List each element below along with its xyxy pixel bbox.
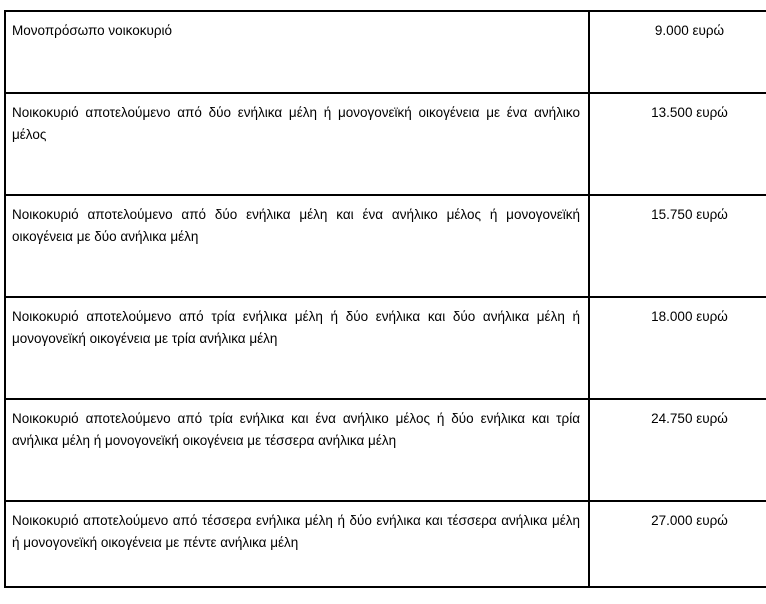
table-row	[5, 11, 766, 93]
household-description: Νοικοκυριό αποτελούμενο από τρία ενήλικα και ένα ανήλικο μέλος ή δύο ενήλικα και τρία ανήλικα μέλη ή μονογονεϊκή οικογένεια με τέσσερα ανήλικα μέλη	[5, 399, 589, 501]
income-threshold-table	[4, 10, 766, 588]
table-row	[5, 297, 766, 399]
income-amount: 9.000 ευρώ	[589, 11, 766, 93]
table-row	[5, 93, 766, 195]
household-description: Νοικοκυριό αποτελούμενο από τρία ενήλικα μέλη ή δύο ενήλικα και δύο ανήλικα μέλη ή μονογονεϊκή οικογένεια με τρία ανήλικα μέλη	[5, 297, 589, 399]
household-description: Νοικοκυριό αποτελούμενο από δύο ενήλικα μέλη και ένα ανήλικο μέλος ή μονογονεϊκή οικογένεια με δύο ανήλικα μέλη	[5, 195, 589, 297]
income-amount: 18.000 ευρώ	[589, 297, 766, 399]
household-description: Νοικοκυριό αποτελούμενο από τέσσερα ενήλικα μέλη ή δύο ενήλικα και τέσσερα ανήλικα μέλη ή μονογονεϊκή οικογένεια με πέντε ανήλικα μέλη	[5, 501, 589, 587]
income-amount: 15.750 ευρώ	[589, 195, 766, 297]
table-row	[5, 195, 766, 297]
income-amount: 13.500 ευρώ	[589, 93, 766, 195]
income-amount: 24.750 ευρώ	[589, 399, 766, 501]
table-row	[5, 501, 766, 587]
income-amount: 27.000 ευρώ	[589, 501, 766, 587]
household-description: Μονοπρόσωπο νοικοκυριό	[5, 11, 589, 93]
household-description: Νοικοκυριό αποτελούμενο από δύο ενήλικα μέλη ή μονογονεϊκή οικογένεια με ένα ανήλικο μέλος	[5, 93, 589, 195]
table-row	[5, 399, 766, 501]
